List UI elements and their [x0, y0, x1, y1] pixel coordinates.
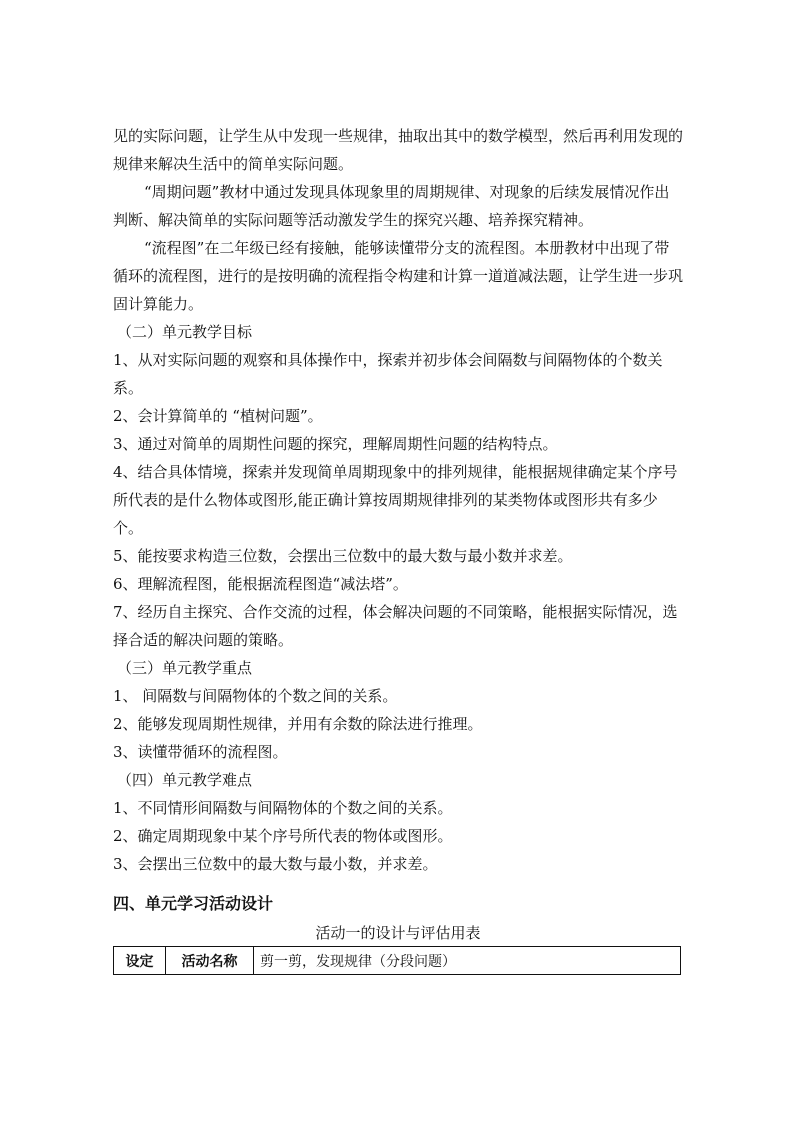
- difficulty-item-3: 3、会摆出三位数中的最大数与最小数，并求差。: [113, 855, 438, 873]
- goal-item-2: 2、会计算简单的 “植树问题”。: [113, 407, 323, 425]
- key-points-heading: （三）单元教学重点: [117, 659, 253, 677]
- table-cell-activity-name-label: 活动名称: [166, 947, 254, 975]
- goal-item-6: 6、理解流程图，能根据流程图造“减法塔”。: [113, 575, 408, 593]
- goal-item-1: 1、从对实际问题的观察和具体操作中，探索并初步体会间隔数与间隔物体的个数关系。: [113, 351, 663, 397]
- key-point-item-1: 1、 间隔数与间隔物体的个数之间的关系。: [113, 687, 398, 705]
- difficulty-item-1: 1、不同情形间隔数与间隔物体的个数之间的关系。: [113, 799, 453, 817]
- table-caption: 活动一的设计与评估用表: [315, 924, 481, 942]
- paragraph-period-problem: “周期问题”教材中通过发现具体现象里的周期规律、对现象的后续发展情况作出判断、解决简单的实际问题等活动激发学生的探究兴趣、培养探究精神。: [113, 183, 670, 229]
- goal-item-4: 4、结合具体情境，探索并发现简单周期现象中的排列规律，能根据规律确定某个序号所代表的是什么物体或图形,能正确计算按周期规律排列的某类物体或图形共有多少个。: [113, 463, 678, 537]
- goal-item-7: 7、经历自主探究、合作交流的过程，体会解决问题的不同策略，能根据实际情况，选择合适的解决问题的策略。: [113, 603, 678, 649]
- goal-item-5: 5、能按要求构造三位数，会摆出三位数中的最大数与最小数并求差。: [113, 547, 573, 565]
- table-cell-setting: 设定: [114, 947, 166, 975]
- section-four-heading: 四、单元学习活动设计: [113, 894, 274, 913]
- difficulties-heading: （四）单元教学难点: [117, 771, 253, 789]
- paragraph-intro: 见的实际问题，让学生从中发现一些规律，抽取出其中的数学模型，然后再利用发现的规律来解决生活中的简单实际问题。: [113, 127, 684, 173]
- difficulty-item-2: 2、确定周期现象中某个序号所代表的物体或图形。: [113, 827, 453, 845]
- goals-heading: （二）单元教学目标: [117, 323, 253, 341]
- goal-item-3: 3、通过对简单的周期性问题的探究，理解周期性问题的结构特点。: [113, 435, 558, 453]
- table-cell-activity-name-value: 剪一剪，发现规律（分段问题）: [254, 947, 681, 975]
- document-page: [113, 122, 683, 975]
- key-point-item-3: 3、读懂带循环的流程图。: [113, 743, 288, 761]
- table-row: [114, 947, 681, 975]
- paragraph-flowchart: “流程图”在二年级已经有接触，能够读懂带分支的流程图。本册教材中出现了带循环的流程图，进行的是按明确的流程指令构建和计算一道道减法题，让学生进一步巩固计算能力。: [113, 239, 684, 313]
- key-point-item-2: 2、能够发现周期性规律，并用有余数的除法进行推理。: [113, 715, 483, 733]
- activity-table: [113, 946, 681, 975]
